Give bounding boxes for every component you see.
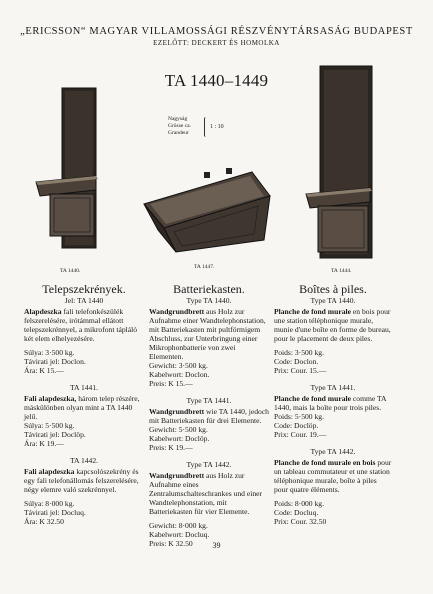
entry-lead: Wandgrundbrett	[149, 407, 205, 416]
entry-text: pour un tableau commutateur et une station téléphonique murale, boîte à piles pour quatre éléments.	[274, 458, 392, 494]
product-entry	[149, 407, 269, 452]
product-entry	[24, 307, 144, 375]
product-entry	[24, 394, 144, 448]
entry-lead: Wandgrundbrett	[149, 471, 205, 480]
entry-specs: Gewicht: 5·500 kg. Kabelwort: Doclöp. Preis: K 19.—	[149, 425, 210, 452]
entry-specs: Poids: 8·000 kg. Code: Docluq. Prix: Cour. 32.50	[274, 499, 327, 526]
entry-lead: Planche de fond murale en bois	[274, 458, 376, 467]
entry-text: kapcsolószekrény és egy fali telefonállomás felszerelésére, négy elemre való szekrénnyel.	[24, 467, 139, 494]
entry-text: fali telefonkészülék felszerelésére, irótámmal ellátott telepszekrénnyel, a mikrofont tápláló két elem elhelyezésére.	[24, 307, 138, 343]
product-entry	[274, 458, 392, 526]
entry-text: három telep részére, máskülönben olyan mint a TA 1440 jelű.	[24, 394, 140, 421]
figure-ta1440-illustration	[34, 86, 102, 254]
entry-number: TA 1442.	[69, 456, 99, 465]
type-line: Type TA 1440.	[186, 296, 232, 305]
scale-ratio: 1 : 10	[210, 124, 224, 130]
entry-number: Type TA 1441.	[186, 396, 232, 405]
column-heading: Telepszekrények.	[42, 282, 126, 296]
entry-text: comme TA 1440, mais la boîte pour trois piles.	[274, 394, 387, 412]
figure-ta1444-illustration	[304, 64, 376, 264]
entry-lead: Fali alapdeszka	[24, 467, 75, 476]
entry-number: Type TA 1441.	[310, 383, 356, 392]
column-hungarian	[24, 282, 144, 526]
entry-specs: Súlya: 5·500 kg. Távirati jel: Doclöp. Ára: K 19.—	[24, 421, 86, 448]
product-entry	[149, 307, 269, 388]
type-line: Jel: TA 1440	[64, 296, 104, 305]
column-heading: Batteriekasten.	[173, 282, 245, 296]
entry-lead: Planche de fond murale	[274, 307, 351, 316]
entry-lead: Planche de fond murale	[274, 394, 351, 403]
company-header: „ERICSSON“ MAGYAR VILLAMOSSÁGI RÉSZVÉNYTÁRSASÁG BUDAPEST	[20, 26, 413, 37]
product-entry	[24, 467, 144, 526]
column-heading: Boîtes à piles.	[299, 282, 367, 296]
entry-specs: Poids: 5·500 kg. Code: Doclöp. Prix: Cour. 19.—	[274, 412, 327, 439]
page-number: 39	[212, 541, 221, 550]
entry-specs: Poids: 3·500 kg. Code: Doclon. Prix: Cour. 15.—	[274, 348, 327, 375]
figure-ta1447-illustration	[140, 168, 272, 260]
entry-specs: Súlya: 3·500 kg. Távirati jel: Doclon. Ára: K 15.—	[24, 348, 86, 375]
entry-specs: Gewicht: 3·500 kg. Kabelwort: Doclon. Preis: K 15.—	[149, 361, 210, 388]
entry-text: en bois pour une station téléphonique murale, munie d'une boîte en forme de bureau, pour le placement de deux piles.	[274, 307, 391, 343]
figure-caption-ta1440: TA 1440.	[60, 268, 81, 274]
scale-brace	[204, 117, 208, 137]
entry-number: Type TA 1442.	[186, 460, 232, 469]
scale-labels: Nagyság Grösse ca. Grandeur	[168, 116, 191, 136]
entry-text: aus Holz zur Aufnahme eines Zentralumschalteschrankes und einer Wandtelephonstation, mit Batteriekasten für vier Elemente.	[149, 471, 263, 516]
entry-lead: Wandgrundbrett	[149, 307, 205, 316]
entry-lead: Alapdeszka	[24, 307, 62, 316]
column-french	[274, 282, 392, 526]
page-title: TA 1440–1449	[164, 71, 269, 90]
column-german	[149, 282, 269, 548]
entry-specs: Gewicht: 8·000 kg. Kabelwort: Docluq. Preis: K 32.50	[149, 521, 210, 548]
type-line: Type TA 1440.	[310, 296, 356, 305]
entry-specs: Súlya: 8·000 kg. Távirati jel: Docluq. Ára: K 32.50	[24, 499, 86, 526]
product-entry	[274, 394, 392, 439]
product-entry	[274, 307, 392, 375]
entry-text: wie TA 1440, jedoch mit Batteriekasten für drei Elemente.	[149, 407, 269, 425]
figure-caption-ta1444: TA 1444.	[331, 268, 352, 274]
product-entry	[149, 471, 269, 548]
company-subheader: EZELŐTT: DECKERT ÉS HOMOLKA	[153, 39, 280, 47]
figure-caption-ta1447: TA 1447.	[194, 264, 215, 270]
entry-text: aus Holz zur Aufnahme einer Wandtelephonstation, mit Batteriekasten mit pultförmigem Abschluss, zur Unterbringung einer Mikrophonbatterie von zwei Elementen.	[149, 307, 266, 361]
entry-number: TA 1441.	[69, 383, 99, 392]
entry-number: Type TA 1442.	[310, 447, 356, 456]
entry-lead: Fali alapdeszka,	[24, 394, 77, 403]
